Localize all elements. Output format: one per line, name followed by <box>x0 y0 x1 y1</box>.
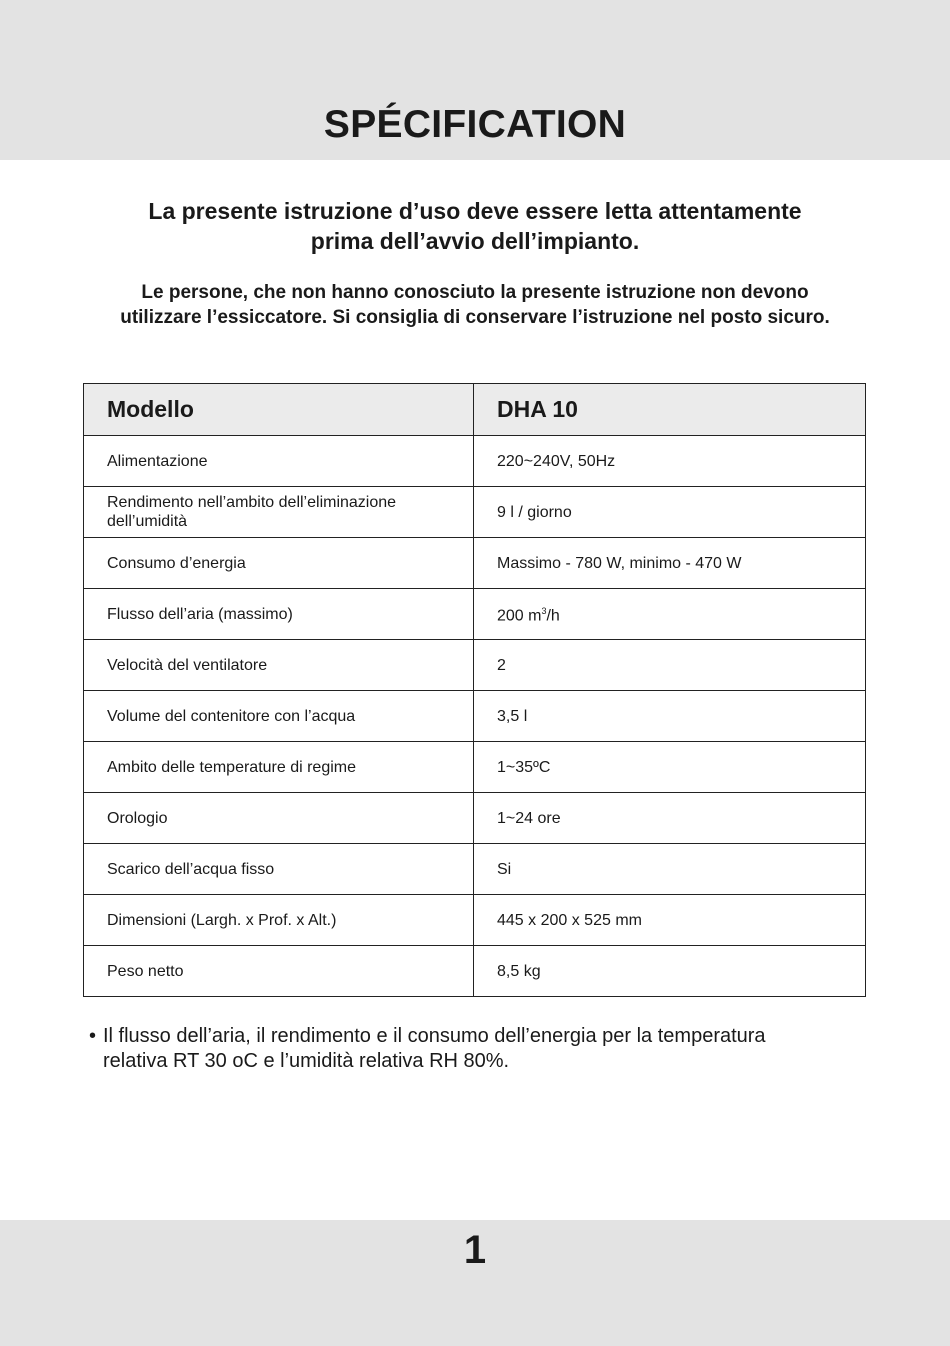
footnote <box>89 1024 889 1074</box>
spec-label: Flusso dell’aria (massimo) <box>84 589 474 640</box>
spec-table-header-row <box>84 384 866 436</box>
spec-label: Volume del contenitore con l’acqua <box>84 691 474 742</box>
airflow-unit-exponent: 3 <box>541 606 547 617</box>
warning-line-1: Le persone, che non hanno conosciuto la presente istruzione non devono <box>141 282 809 303</box>
spec-value <box>474 589 866 640</box>
spec-value: 220~240V, 50Hz <box>474 436 866 487</box>
table-row <box>84 793 866 844</box>
spec-label: Rendimento nell’ambito dell’eliminazione dell’umidità <box>84 487 474 538</box>
spec-value: 2 <box>474 640 866 691</box>
warning-text <box>0 280 950 330</box>
footnote-text <box>89 1024 889 1074</box>
spec-value: Si <box>474 844 866 895</box>
spec-label: Velocità del ventilatore <box>84 640 474 691</box>
table-row <box>84 436 866 487</box>
page-number: 1 <box>463 1228 487 1272</box>
table-row <box>84 640 866 691</box>
spec-value: 1~35ºC <box>474 742 866 793</box>
intro-line-2: prima dell’avvio dell’impianto. <box>310 228 640 254</box>
table-row <box>84 844 866 895</box>
warning-line-2: utilizzare l’essiccatore. Si consiglia di conservare l’istruzione nel posto sicuro. <box>120 307 830 328</box>
spec-value: 1~24 ore <box>474 793 866 844</box>
intro-text <box>0 196 950 256</box>
table-row <box>84 946 866 997</box>
model-label: Modello <box>84 384 474 436</box>
table-row <box>84 691 866 742</box>
table-row <box>84 589 866 640</box>
intro-line-1: La presente istruzione d’uso deve essere letta attentamente <box>148 198 802 224</box>
table-row <box>84 742 866 793</box>
spec-label: Peso netto <box>84 946 474 997</box>
airflow-value: 200 m <box>497 607 542 625</box>
spec-value: 445 x 200 x 525 mm <box>474 895 866 946</box>
page-title: SPÉCIFICATION <box>323 103 627 146</box>
footnote-line-2: relativa RT 30 oC e l’umidità relativa RH 80%. <box>103 1050 510 1072</box>
table-row <box>84 487 866 538</box>
spec-label: Alimentazione <box>84 436 474 487</box>
bullet-icon: • <box>89 1025 97 1047</box>
footnote-line-1: Il flusso dell’aria, il rendimento e il consumo dell’energia per la temperatura <box>103 1025 766 1047</box>
model-value: DHA 10 <box>474 384 866 436</box>
table-row <box>84 895 866 946</box>
spec-label: Ambito delle temperature di regime <box>84 742 474 793</box>
spec-label: Dimensioni (Largh. x Prof. x Alt.) <box>84 895 474 946</box>
airflow-unit-suffix: /h <box>546 607 560 625</box>
spec-value: 3,5 l <box>474 691 866 742</box>
spec-table <box>83 383 866 997</box>
spec-label: Consumo d’energia <box>84 538 474 589</box>
spec-value: 8,5 kg <box>474 946 866 997</box>
spec-value: Massimo - 780 W, minimo - 470 W <box>474 538 866 589</box>
table-row <box>84 538 866 589</box>
spec-label: Orologio <box>84 793 474 844</box>
spec-label: Scarico dell’acqua fisso <box>84 844 474 895</box>
spec-value: 9 l / giorno <box>474 487 866 538</box>
